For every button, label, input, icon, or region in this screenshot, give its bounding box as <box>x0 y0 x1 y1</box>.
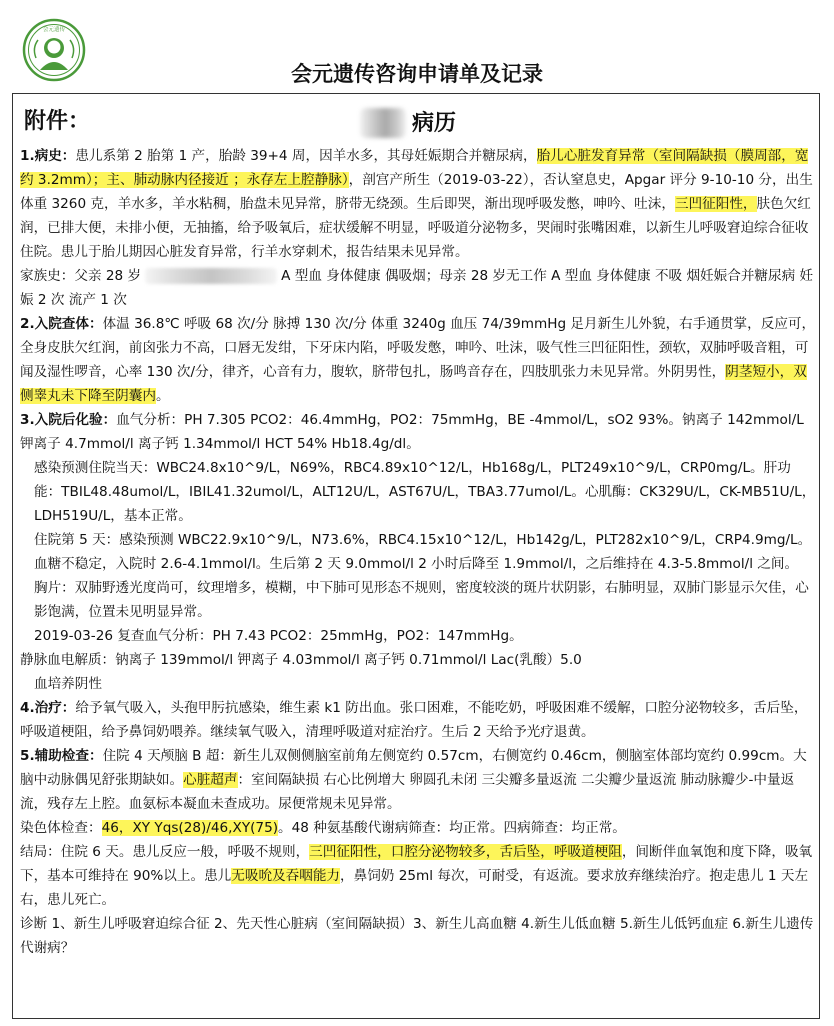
record-content <box>20 144 816 960</box>
infection-day5: 住院第 5 天：感染预测 WBC22.9x10^9/L，N73.6%，RBC4.15x10^12/L，Hb142g/L，PLT282x10^9/L，CRP4.9mg/L。血糖不稳定，入院时 2.6-4.1mmol/l。生后第 2 天 9.0mmol/l 2 小时后降至 1.9mmol/l，之后维持在 4.3-5.8mmol/l 之间。 <box>34 532 812 572</box>
highlight-retraction: 三凹征阳性， <box>674 196 757 212</box>
electrolytes: 静脉血电解质：钠离子 139mmol/l 钾离子 4.03mmol/l 离子钙 0.71mmol/l Lac(乳酸）5.0 <box>20 652 582 668</box>
chest-xray: 胸片：双肺野透光度尚可，纹理增多，模糊，中下肺可见形态不规则，密度较淡的斑片状阴影，右肺明显，双肺门影显示欠佳，心影饱满，位置未见明显异常。 <box>34 580 809 620</box>
diagnosis: 诊断 1、新生儿呼吸窘迫综合征 2、先天性心脏病（室间隔缺损）3、新生儿高血糖 4.新生儿低血糖 5.新生儿低钙血症 6.新生儿遗传代谢病？ <box>20 916 814 956</box>
logo-text: 会元遗传 <box>42 27 66 33</box>
family-history: 家族史：父亲 28 岁 A 型血 身体健康 偶吸烟；母亲 28 岁无工作 A 型血 身体健康 不吸 烟妊娠合并糖尿病 妊娠 2 次 流产 1 次 <box>20 268 814 308</box>
blood-culture: 血培养阴性 <box>34 676 102 692</box>
highlight-fetal-heart: 胎儿心脏发育异常（室间隔缺损（膜周部，宽约 3.2mm）；主、肺动脉内径接近 ；永存左上腔静脉） <box>20 148 809 188</box>
history-label: 1.病史： <box>20 148 76 164</box>
treatment-label: 4.治疗： <box>20 700 76 716</box>
attachment-heading: 附件： <box>24 109 91 134</box>
outcome-section: 结局：住院 6 天。患儿反应一般，呼吸不规则，三凹征阳性，口腔分泌物较多，舌后坠，呼吸道梗阻，间断伴血氧饱和度下降，吸氧下，基本可维持在 90%以上。患儿无吸吮及吞咽能力，鼻饲奶 25ml 每次，可耐受，有返流。要求放弃继续治疗。抱走患儿 1 天左右，患儿死亡。 <box>20 844 813 908</box>
highlight-feeding: 无吸吮及吞咽能力 <box>231 868 341 884</box>
medical-record-heading: 病历 <box>412 111 457 136</box>
highlight-genital: 阴茎短小，双侧睾丸未下降至阴囊内 <box>20 364 807 404</box>
blood-gas-recheck: 2019-03-26 复查血气分析：PH 7.43 PCO2：25mmHg，PO2：147mmHg。 <box>34 628 523 644</box>
highlight-airway: 三凹征阳性，口腔分泌物较多，舌后坠，呼吸道梗阻 <box>309 844 622 860</box>
redacted-father-info <box>145 268 277 284</box>
labs-section: 3.入院后化验：血气分析：PH 7.305 PCO2：46.4mmHg，PO2：75mmHg，BE -4mmol/L，sO2 93%。钠离子 142mmol/L 钾离子 4.7mmol/l 离子钙 1.34mmol/l HCT 54% Hb18.4g/dl。 <box>20 412 804 452</box>
aux-label: 5.辅助检查： <box>20 748 103 764</box>
chromosome-result: 染色体检查：46，XY Yqs(28)/46,XY(75)。48 种氨基酸代谢病筛查：均正常。四病筛查：均正常。 <box>20 820 626 836</box>
exam-section: 2.入院查体：体温 36.8℃ 呼吸 68 次/分 脉搏 130 次/分 体重 3240g 血压 74/39mmHg 足月新生儿外貌，右手通贯掌，反应可，全身皮肤欠红润，前囟张力不高，口唇无发绀，下牙床内陷，呼吸发憋，呻吟、吐沫，吸气性三凹征阳性，颈软，双肺呼吸音粗，可闻及湿性啰音，心率 130 次/分，律齐，心音有力，腹软，脐带包扎，肠鸣音存在，四肢肌张力未见异常。外阴男性，阴茎短小，双侧睾丸未下降至阴囊内。 <box>20 316 816 404</box>
infection-day1: 感染预测住院当天：WBC24.8x10^9/L，N69%，RBC4.89x10^12/L，Hb168g/L，PLT249x10^9/L，CRP0mg/L。肝功能：TBIL48.48umol/L，IBIL41.32umol/L，ALT12U/L，AST67U/L，TBA3.77umol/L。心肌酶：CK329U/L，CK-MB51U/L，LDH519U/L，基本正常。 <box>34 460 816 524</box>
aux-section: 5.辅助检查：住院 4 天颅脑 B 超：新生儿双侧侧脑室前角左侧宽约 0.57cm，右侧宽约 0.46cm，侧脑室体部均宽约 0.99cm。大脑中动脉偶见舒张期缺如。心脏超声：室间隔缺损 右心比例增大 卵圆孔未闭 三尖瓣多量返流 二尖瓣少量返流 肺动脉瓣少-中量返流，残存左上腔。血氨标本凝血未查成功。尿便常规未见异常。 <box>20 748 807 812</box>
labs-label: 3.入院后化验： <box>20 412 117 428</box>
history-section: 1.病史：患儿系第 2 胎第 1 产，胎龄 39+4 周，因羊水多，其母妊娠期合并糖尿病，胎儿心脏发育异常（室间隔缺损（膜周部，宽约 3.2mm）；主、肺动脉内径接近 ；永存左上腔静脉），剖宫产所生（2019-03-22），否认窒息史，Apgar 评分 9-10-10 分，出生体重 3260 克，羊水多，羊水粘稠，胎盘未见异常，脐带无绕颈。生后即哭，渐出现呼吸发憋，呻吟、吐沫，三凹征阳性，肤色欠红润，已排大便，未排小便，无抽搐，给予吸氧后，症状缓解不明显，呼吸道分泌物多，哭闹时张嘴困难，以新生儿呼吸窘迫综合征收住院。患儿于胎儿期因心脏发育异常，行羊水穿刺术，报告结果未见异常。 <box>20 148 813 260</box>
document-title: 会元遗传咨询申请单及记录 <box>291 62 543 86</box>
highlight-karyotype: 46，XY Yqs(28)/46,XY(75) <box>101 820 279 836</box>
treatment-section: 4.治疗：给予氧气吸入，头孢甲肟抗感染，维生素 k1 防出血。张口困难，不能吃奶，呼吸困难不缓解，口腔分泌物较多，舌后坠，呼吸道梗阻，给予鼻饲奶喂养。继续氧气吸入，清理呼吸道对症治疗。生后 2 天给予光疗退黄。 <box>20 700 808 740</box>
highlight-echo: 心脏超声 <box>183 772 238 788</box>
redacted-name <box>360 108 406 138</box>
exam-label: 2.入院查体： <box>20 316 103 332</box>
